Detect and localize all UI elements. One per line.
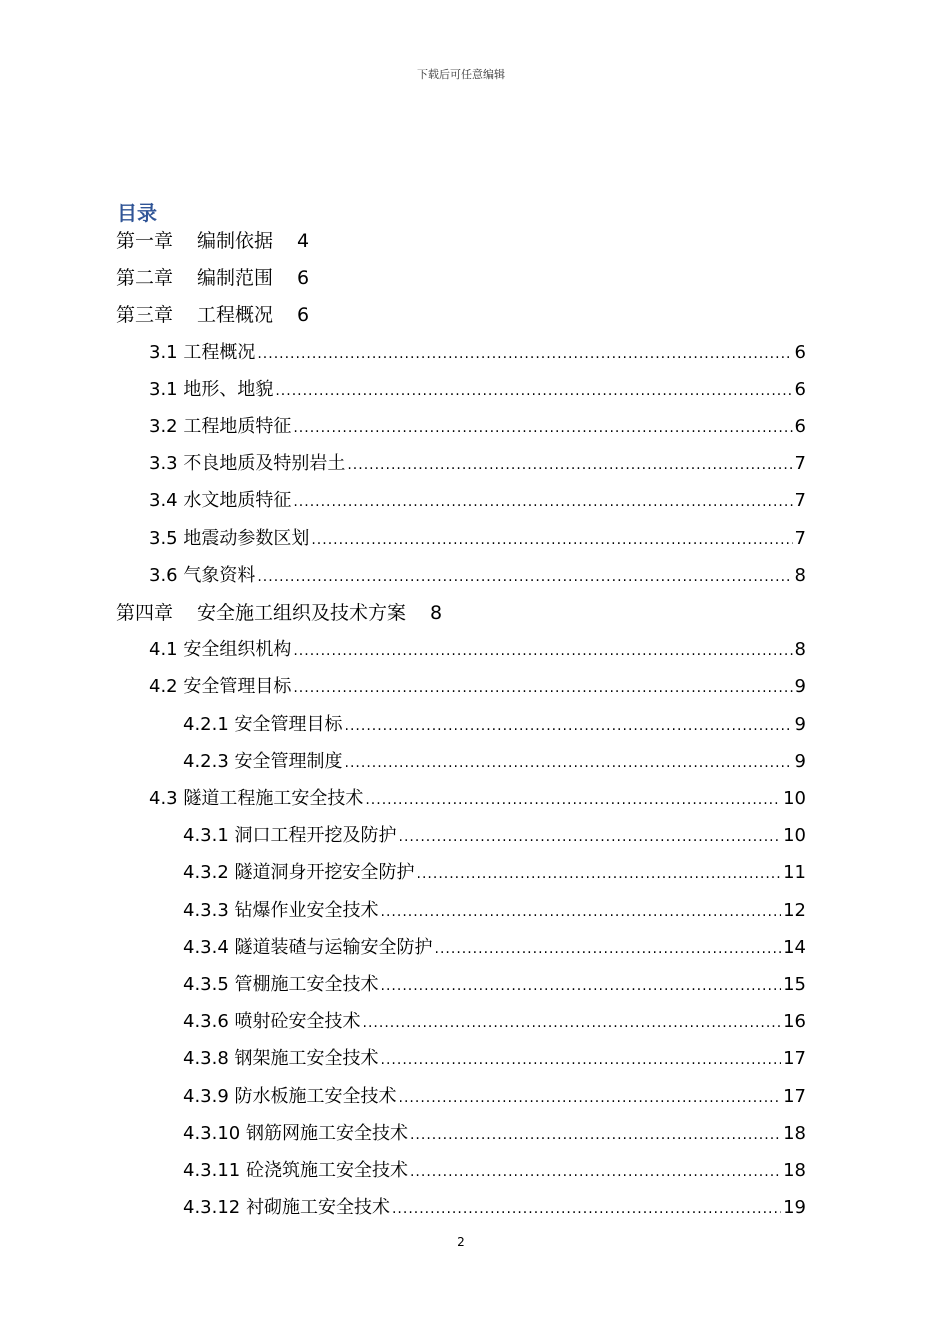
toc-chapter-number: 第二章 [116, 267, 174, 290]
toc-section-entry[interactable] [183, 970, 806, 996]
toc-section-entry[interactable] [183, 1119, 806, 1145]
toc-page-number: 16 [783, 1011, 806, 1033]
toc-entry-label: 4.3.12 衬砌施工安全技术 [183, 1197, 390, 1219]
toc-dot-leader [293, 680, 792, 696]
toc-page-number: 14 [783, 936, 806, 958]
toc-page-number: 8 [794, 639, 806, 661]
toc-dot-leader [399, 1090, 782, 1106]
toc-chapter-entry[interactable] [116, 300, 309, 327]
toc-section-entry[interactable] [149, 449, 806, 475]
toc-page-number: 18 [783, 1160, 806, 1181]
toc-section-entry[interactable] [149, 635, 806, 661]
toc-page-number: 6 [794, 378, 806, 400]
toc-entry-label: 工程概况 [197, 304, 274, 327]
toc-entry-label: 安全施工组织及技术方案 [197, 602, 407, 624]
toc-dot-leader [417, 866, 782, 882]
toc-entry-label: 4.3 隧道工程施工安全技术 [149, 788, 364, 809]
toc-section-entry[interactable] [149, 524, 806, 550]
toc-page-number: 7 [794, 490, 806, 512]
toc-page-number: 8 [430, 602, 443, 624]
page-header: 下载后可任意编辑 [417, 68, 505, 81]
toc-page-number: 15 [783, 974, 806, 995]
toc-chapter-entry[interactable] [116, 226, 309, 253]
toc-section-entry[interactable] [183, 896, 806, 922]
toc-page-number: 9 [794, 676, 806, 698]
toc-section-entry[interactable] [149, 338, 806, 364]
toc-entry-label: 3.5 地震动参数区划 [149, 527, 310, 549]
toc-dot-leader [275, 383, 792, 399]
toc-entry-label: 编制依据 [197, 230, 274, 252]
toc-chapter-number: 第三章 [116, 304, 174, 327]
toc-dot-leader [381, 978, 782, 994]
toc-entry-label: 3.3 不良地质及特别岩土 [149, 453, 346, 475]
toc-entry-label: 4.3.1 洞口工程开挖及防护 [183, 825, 397, 847]
toc-page-number: 17 [783, 1085, 806, 1107]
toc-section-entry[interactable] [183, 1156, 806, 1182]
toc-page-number: 19 [783, 1197, 806, 1219]
toc-entry-label: 4.1 安全组织机构 [149, 639, 292, 661]
toc-section-entry[interactable] [149, 412, 806, 438]
toc-section-entry[interactable] [149, 784, 806, 810]
toc-page-number: 12 [783, 899, 806, 921]
toc-section-entry[interactable] [183, 1193, 806, 1219]
toc-entry-label: 3.1 工程概况 [149, 341, 256, 363]
toc-section-entry[interactable] [183, 821, 806, 847]
toc-page-number: 11 [783, 862, 806, 884]
toc-page-number: 10 [783, 825, 806, 847]
toc-entry-label: 4.3.8 钢架施工安全技术 [183, 1048, 379, 1070]
toc-dot-leader [365, 792, 781, 808]
toc-chapter-entry[interactable] [116, 598, 442, 625]
toc-title: 目录 [117, 201, 157, 225]
toc-page-number: 9 [794, 713, 806, 735]
toc-section-entry[interactable] [183, 710, 806, 736]
toc-section-entry[interactable] [149, 486, 806, 512]
toc-page-number: 9 [794, 750, 806, 772]
toc-dot-leader [363, 1015, 782, 1031]
toc-dot-leader [410, 1127, 781, 1143]
toc-section-entry[interactable] [183, 1082, 806, 1108]
toc-chapter-entry[interactable] [116, 263, 309, 290]
toc-page-number: 17 [783, 1048, 806, 1070]
toc-dot-leader [435, 941, 782, 957]
toc-section-entry[interactable] [149, 375, 806, 401]
toc-dot-leader [381, 1052, 782, 1068]
toc-entry-label: 4.2 安全管理目标 [149, 676, 292, 698]
page-number: 2 [457, 1235, 465, 1249]
toc-entry-label: 4.3.9 防水板施工安全技术 [183, 1085, 397, 1107]
toc-entry-label: 3.6 气象资料 [149, 564, 256, 586]
toc-entry-label: 4.3.2 隧道洞身开挖安全防护 [183, 862, 415, 884]
toc-dot-leader [257, 569, 792, 585]
toc-page-number: 8 [794, 564, 806, 586]
toc-page-number: 6 [794, 341, 806, 363]
toc-section-entry[interactable] [149, 561, 806, 587]
toc-entry-label: 4.2.3 安全管理制度 [183, 750, 343, 772]
toc-dot-leader [311, 532, 792, 548]
toc-page-number: 7 [794, 453, 806, 475]
toc-page-number: 10 [783, 788, 806, 809]
toc-entry-label: 编制范围 [197, 267, 274, 290]
toc-entry-label: 4.3.11 砼浇筑施工安全技术 [183, 1160, 408, 1181]
toc-dot-leader [293, 494, 792, 510]
toc-entry-label: 3.2 工程地质特征 [149, 416, 292, 437]
toc-entry-label: 4.3.5 管棚施工安全技术 [183, 974, 379, 995]
toc-section-entry[interactable] [183, 933, 806, 959]
toc-entry-label: 4.3.3 钻爆作业安全技术 [183, 899, 379, 921]
toc-entry-label: 4.3.4 隧道装碴与运输安全防护 [183, 936, 433, 958]
toc-dot-leader [257, 346, 792, 362]
toc-dot-leader [293, 643, 792, 659]
toc-dot-leader [345, 755, 793, 771]
toc-section-entry[interactable] [183, 1044, 806, 1070]
toc-dot-leader [293, 420, 792, 436]
toc-dot-leader [381, 904, 782, 920]
toc-page-number: 18 [783, 1122, 806, 1144]
toc-page-number: 6 [794, 416, 806, 437]
toc-chapter-number: 第一章 [116, 230, 174, 252]
toc-dot-leader [392, 1201, 781, 1217]
toc-page-number: 6 [297, 304, 310, 327]
toc-page-number: 4 [297, 230, 310, 252]
toc-section-entry[interactable] [183, 747, 806, 773]
toc-entry-label: 3.1 地形、地貌 [149, 378, 274, 400]
toc-entry-label: 4.2.1 安全管理目标 [183, 713, 343, 735]
toc-entry-label: 3.4 水文地质特征 [149, 490, 292, 512]
toc-dot-leader [399, 829, 782, 845]
toc-page-number: 7 [794, 527, 806, 549]
toc-section-entry[interactable] [149, 672, 806, 698]
toc-chapter-number: 第四章 [116, 602, 174, 624]
toc-dot-leader [410, 1164, 781, 1180]
toc-page-number: 6 [297, 267, 310, 290]
toc-section-entry[interactable] [183, 858, 806, 884]
toc-entry-label: 4.3.6 喷射砼安全技术 [183, 1011, 361, 1033]
toc-entry-label: 4.3.10 钢筋网施工安全技术 [183, 1122, 408, 1144]
toc-section-entry[interactable] [183, 1007, 806, 1033]
toc-dot-leader [347, 457, 792, 473]
toc-dot-leader [345, 718, 793, 734]
